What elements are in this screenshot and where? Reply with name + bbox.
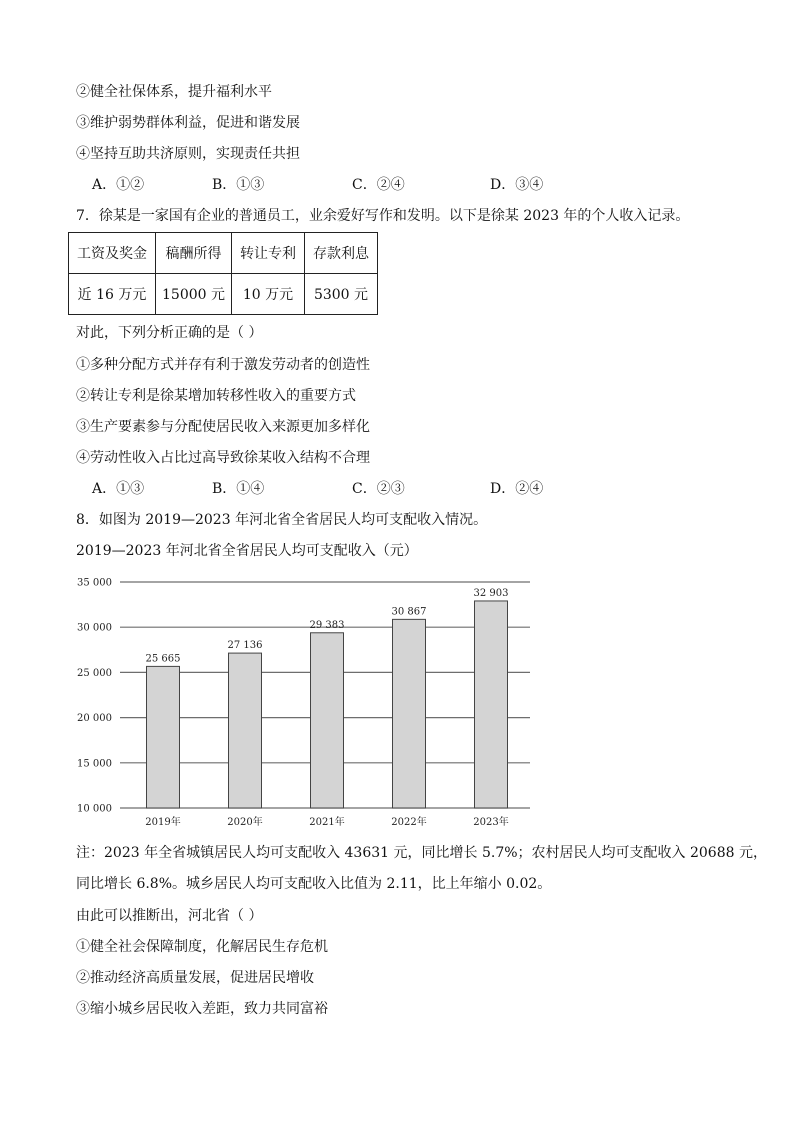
q7-option-b[interactable]: B．①④ (212, 481, 265, 497)
x-tick-label: 2022年 (391, 817, 427, 828)
table-cell: 5300 元 (305, 274, 378, 315)
bar-value-label: 25 665 (145, 653, 181, 665)
q6-option-c[interactable]: C．②④ (352, 177, 405, 193)
bar-value-label: 27 136 (227, 640, 263, 652)
q7-option-c[interactable]: C．②③ (352, 481, 405, 497)
q7-prompt: 对此，下列分析正确的是（ ） (76, 325, 263, 341)
q8-note-line-1: 注：2023 年全省城镇居民人均可支配收入 43631 元，同比增长 5.7%；农村居民人均可支配收入 20688 元， (76, 845, 767, 861)
bar-value-label: 29 383 (309, 619, 345, 631)
q8-note-line-2: 同比增长 6.8%。城乡居民人均可支配收入比值为 2.11，比上年缩小 0.02。 (76, 876, 552, 892)
q6-item-3: ③维护弱势群体利益，促进和谐发展 (76, 115, 300, 131)
q8-stem: 8．如图为 2019—2023 年河北省全省居民人均可支配收入情况。 (76, 512, 488, 528)
q6-option-b[interactable]: B．①③ (212, 177, 265, 193)
table-header-cell: 存款利息 (305, 233, 378, 274)
x-tick-label: 2020年 (227, 817, 263, 828)
y-tick-label: 35 000 (77, 577, 112, 589)
bar (147, 666, 180, 808)
table-header-cell: 工资及奖金 (69, 233, 156, 274)
table-cell: 15000 元 (156, 274, 232, 315)
q6-item-4: ④坚持互助共济原则，实现责任共担 (76, 146, 300, 162)
income-bar-chart (70, 572, 540, 830)
bar (229, 653, 262, 808)
x-tick-label: 2023年 (473, 817, 509, 828)
table-cell: 近 16 万元 (69, 274, 156, 315)
q6-option-d[interactable]: D．③④ (490, 177, 544, 193)
q7-options (92, 479, 612, 499)
chart-title: 2019—2023 年河北省全省居民人均可支配收入（元） (76, 543, 418, 559)
q8-prompt: 由此可以推断出，河北省（ ） (76, 908, 263, 924)
table-header-row (69, 233, 378, 274)
q7-option-d[interactable]: D．②④ (490, 481, 544, 497)
q6-item-2: ②健全社保体系，提升福利水平 (76, 84, 272, 100)
table-cell: 10 万元 (232, 274, 305, 315)
x-tick-label: 2021年 (309, 817, 345, 828)
q6-option-a[interactable]: A．①② (92, 177, 145, 193)
table-header-cell: 转让专利 (232, 233, 305, 274)
q6-options (92, 175, 612, 195)
q7-item-3: ③生产要素参与分配使居民收入来源更加多样化 (76, 419, 370, 435)
table-row (69, 274, 378, 315)
income-record-table (68, 232, 378, 315)
q7-option-a[interactable]: A．①③ (92, 481, 145, 497)
y-tick-label: 30 000 (77, 622, 112, 634)
q7-stem: 7．徐某是一家国有企业的普通员工，业余爱好写作和发明。以下是徐某 2023 年的个人收入记录。 (76, 208, 690, 224)
bar (393, 619, 426, 808)
q7-item-4: ④劳动性收入占比过高导致徐某收入结构不合理 (76, 450, 370, 466)
bar-value-label: 32 903 (473, 587, 509, 599)
q8-item-2: ②推动经济高质量发展，促进居民增收 (76, 970, 314, 986)
q7-item-2: ②转让专利是徐某增加转移性收入的重要方式 (76, 388, 356, 404)
y-tick-label: 15 000 (77, 758, 112, 770)
table-header-cell: 稿酬所得 (156, 233, 232, 274)
y-tick-label: 25 000 (77, 667, 112, 679)
y-tick-label: 10 000 (77, 803, 112, 815)
x-tick-label: 2019年 (145, 817, 181, 828)
q8-item-1: ①健全社会保障制度，化解居民生存危机 (76, 939, 328, 955)
q8-item-3: ③缩小城乡居民收入差距，致力共同富裕 (76, 1001, 328, 1017)
bar (475, 601, 508, 808)
q7-item-1: ①多种分配方式并存有利于激发劳动者的创造性 (76, 357, 370, 373)
bar-value-label: 30 867 (391, 606, 427, 618)
y-tick-label: 20 000 (77, 713, 112, 725)
bar (311, 633, 344, 808)
